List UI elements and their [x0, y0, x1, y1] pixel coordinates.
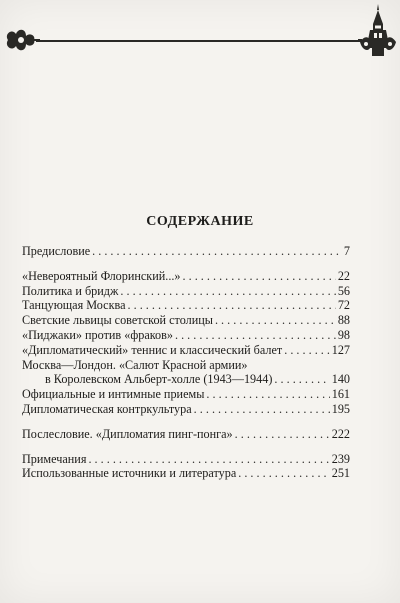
- toc-entry-page: 7: [343, 244, 350, 258]
- toc-entry[interactable]: [22, 313, 350, 328]
- toc-entry-title: Примечания: [22, 451, 87, 466]
- toc-entry-page: 88: [337, 313, 350, 328]
- toc-entry-page: 22: [337, 268, 350, 283]
- toc-entry-title: Дипломатическая контркультура: [22, 401, 192, 416]
- toc-entry-title: Светские львицы советской столицы: [22, 313, 213, 328]
- table-of-contents: [22, 244, 350, 481]
- toc-entry-page: 251: [331, 466, 350, 481]
- leader-dots: [206, 387, 329, 402]
- leader-dots: [284, 343, 330, 358]
- toc-entry[interactable]: [22, 298, 350, 313]
- toc-entry-page: 239: [331, 451, 350, 466]
- toc-entry[interactable]: [22, 284, 350, 299]
- leader-dots: [235, 427, 330, 442]
- toc-entry-continuation[interactable]: [22, 372, 350, 387]
- toc-title: СОДЕРЖАНИЕ: [146, 214, 254, 229]
- toc-entry-page: 72: [337, 298, 350, 313]
- ornament-left-icon: [2, 22, 40, 58]
- toc-entry-title: Официальные и интимные приемы: [22, 387, 205, 402]
- toc-entry-page: 56: [337, 283, 350, 298]
- toc-entry-page: 195: [331, 401, 350, 416]
- leader-dots: [215, 313, 336, 328]
- toc-entry-title: Предисловие: [22, 244, 91, 258]
- leader-dots: [88, 452, 329, 467]
- toc-entry[interactable]: [22, 358, 350, 373]
- toc-entry-page: 222: [331, 426, 350, 441]
- toc-entry-page: 161: [331, 387, 350, 402]
- toc-entry-page: 140: [331, 372, 350, 387]
- toc-entry-title: Танцующая Москва: [22, 298, 126, 313]
- leader-dots: [175, 328, 336, 343]
- toc-entry[interactable]: [22, 244, 350, 259]
- leader-dots: [183, 269, 336, 284]
- toc-entry-title: Послесловие. «Дипломатия пинг-понга»: [22, 426, 233, 441]
- header-rule: [36, 40, 364, 42]
- toc-entry-title: Москва—Лондон. «Салют Красной армии»: [22, 357, 248, 372]
- toc-entry-page: 98: [337, 327, 350, 342]
- leader-dots: [92, 244, 342, 259]
- toc-entry[interactable]: [22, 402, 350, 417]
- toc-entry-title: Политика и бридж: [22, 283, 119, 298]
- toc-entry-page: 127: [331, 342, 350, 357]
- toc-entry[interactable]: [22, 328, 350, 343]
- toc-entry-title: в Королевском Альберт-холле (1943—1944): [45, 372, 273, 387]
- leader-dots: [194, 402, 330, 417]
- leader-dots: [274, 372, 329, 387]
- leader-dots: [238, 466, 329, 481]
- toc-entry-title: «Пиджаки» против «фраков»: [22, 327, 173, 342]
- toc-entry[interactable]: [22, 343, 350, 358]
- toc-entry-title: «Дипломатический» теннис и классический балет: [22, 342, 283, 357]
- toc-entry[interactable]: [22, 466, 350, 481]
- toc-entry-title: Использованные источники и литература: [22, 466, 237, 481]
- leader-dots: [120, 284, 335, 299]
- toc-entry[interactable]: [22, 427, 350, 442]
- leader-dots: [128, 298, 336, 313]
- toc-entry[interactable]: [22, 387, 350, 402]
- toc-entry-title: «Невероятный Флоринский...»: [22, 268, 181, 283]
- toc-entry[interactable]: [22, 269, 350, 284]
- kremlin-tower-icon: [358, 2, 398, 58]
- toc-entry[interactable]: [22, 452, 350, 467]
